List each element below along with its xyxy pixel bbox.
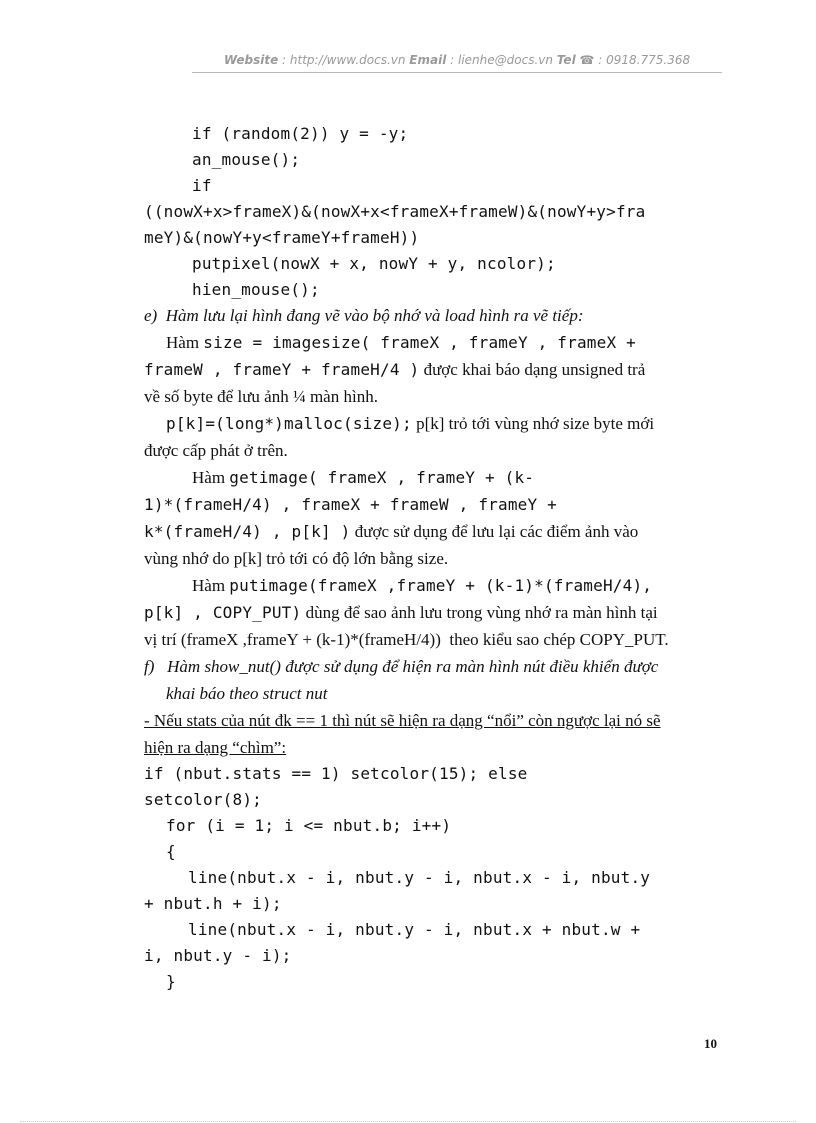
text-fragment: Hàm bbox=[192, 468, 230, 487]
text-line: được cấp phát ở trên. bbox=[144, 441, 288, 460]
code-fragment: frameW , frameY + frameH/4 ) bbox=[144, 360, 420, 379]
code-line: an_mouse(); bbox=[192, 150, 301, 169]
code-line: meY)&(nowY+y<frameY+frameH)) bbox=[144, 228, 420, 247]
code-line: { bbox=[166, 842, 176, 861]
tel-label: Tel bbox=[556, 53, 576, 67]
text-fragment: Hàm bbox=[166, 333, 204, 352]
code-line: if (random(2)) y = -y; bbox=[192, 124, 409, 143]
code-fragment: getimage( frameX , frameY + (k- bbox=[229, 468, 535, 487]
section-heading-e: e) Hàm lưu lại hình đang vẽ vào bộ nhớ và load hình ra vẽ tiếp: bbox=[144, 306, 584, 325]
text-line bbox=[166, 333, 636, 353]
text-line: khai báo theo struct nut bbox=[166, 684, 328, 703]
code-fragment: size = imagesize( frameX , frameY , frameX + bbox=[203, 333, 636, 352]
text-line bbox=[144, 603, 658, 623]
code-line: } bbox=[166, 972, 176, 991]
underlined-note: hiện ra dạng “chìm”: bbox=[144, 738, 287, 757]
code-fragment: putimage(frameX ,frameY + (k-1)*(frameH/4), bbox=[229, 576, 653, 595]
text-fragment: p[k] trỏ tới vùng nhớ size byte mới bbox=[411, 414, 655, 433]
code-line: + nbut.h + i); bbox=[144, 894, 282, 913]
text-line bbox=[144, 360, 645, 380]
code-line: line(nbut.x - i, nbut.y - i, nbut.x + nbut.w + bbox=[188, 920, 641, 939]
page-header bbox=[192, 50, 722, 73]
code-line: 1)*(frameH/4) , frameX + frameW , frameY + bbox=[144, 495, 557, 514]
code-line: if (nbut.stats == 1) setcolor(15); else bbox=[144, 764, 528, 783]
underlined-note: - Nếu stats của nút đk == 1 thì nút sẽ hiện ra dạng “nổi” còn ngược lại nó sẽ bbox=[144, 711, 661, 730]
text-fragment: được sử dụng để lưu lại các điểm ảnh vào bbox=[350, 522, 639, 541]
text-fragment: Hàm bbox=[192, 576, 230, 595]
text-line: về số byte để lưu ảnh ¼ màn hình. bbox=[144, 387, 378, 406]
section-heading-f: f) Hàm show_nut() được sử dụng để hiện ra màn hình nút điều khiển được bbox=[144, 657, 659, 676]
page-number: 10 bbox=[704, 1036, 717, 1051]
code-fragment: k*(frameH/4) , p[k] ) bbox=[144, 522, 351, 541]
text-line bbox=[192, 576, 652, 596]
text-line: vị trí (frameX ,frameY + (k-1)*(frameH/4)) theo kiểu sao chép COPY_PUT. bbox=[144, 630, 669, 649]
website-value: : http://www.docs.vn bbox=[278, 53, 410, 67]
text-fragment: được khai báo dạng unsigned trả bbox=[419, 360, 646, 379]
text-line: vùng nhớ do p[k] trỏ tới có độ lớn bằng size. bbox=[144, 549, 449, 568]
code-line: setcolor(8); bbox=[144, 790, 262, 809]
footer-divider bbox=[20, 1121, 796, 1122]
email-label: Email bbox=[409, 53, 447, 67]
text-line bbox=[166, 414, 654, 434]
tel-value: ☎ : 0918.775.368 bbox=[575, 53, 691, 67]
code-line: ((nowX+x>frameX)&(nowX+x<frameX+frameW)&(nowY+y>fra bbox=[144, 202, 646, 221]
email-value: : lienhe@docs.vn bbox=[446, 53, 557, 67]
code-line: if bbox=[192, 176, 212, 195]
text-line bbox=[144, 522, 638, 542]
code-fragment: p[k] , COPY_PUT) bbox=[144, 603, 302, 622]
code-line: line(nbut.x - i, nbut.y - i, nbut.x - i, nbut.y bbox=[188, 868, 651, 887]
text-fragment: dùng để sao ảnh lưu trong vùng nhớ ra màn hình tại bbox=[301, 603, 658, 622]
code-fragment: p[k]=(long*)malloc(size); bbox=[166, 414, 412, 433]
code-line: i, nbut.y - i); bbox=[144, 946, 292, 965]
text-line bbox=[192, 468, 534, 488]
website-label: Website bbox=[223, 53, 279, 67]
code-line: for (i = 1; i <= nbut.b; i++) bbox=[166, 816, 452, 835]
code-line: putpixel(nowX + x, nowY + y, ncolor); bbox=[192, 254, 556, 273]
code-line: hien_mouse(); bbox=[192, 280, 320, 299]
